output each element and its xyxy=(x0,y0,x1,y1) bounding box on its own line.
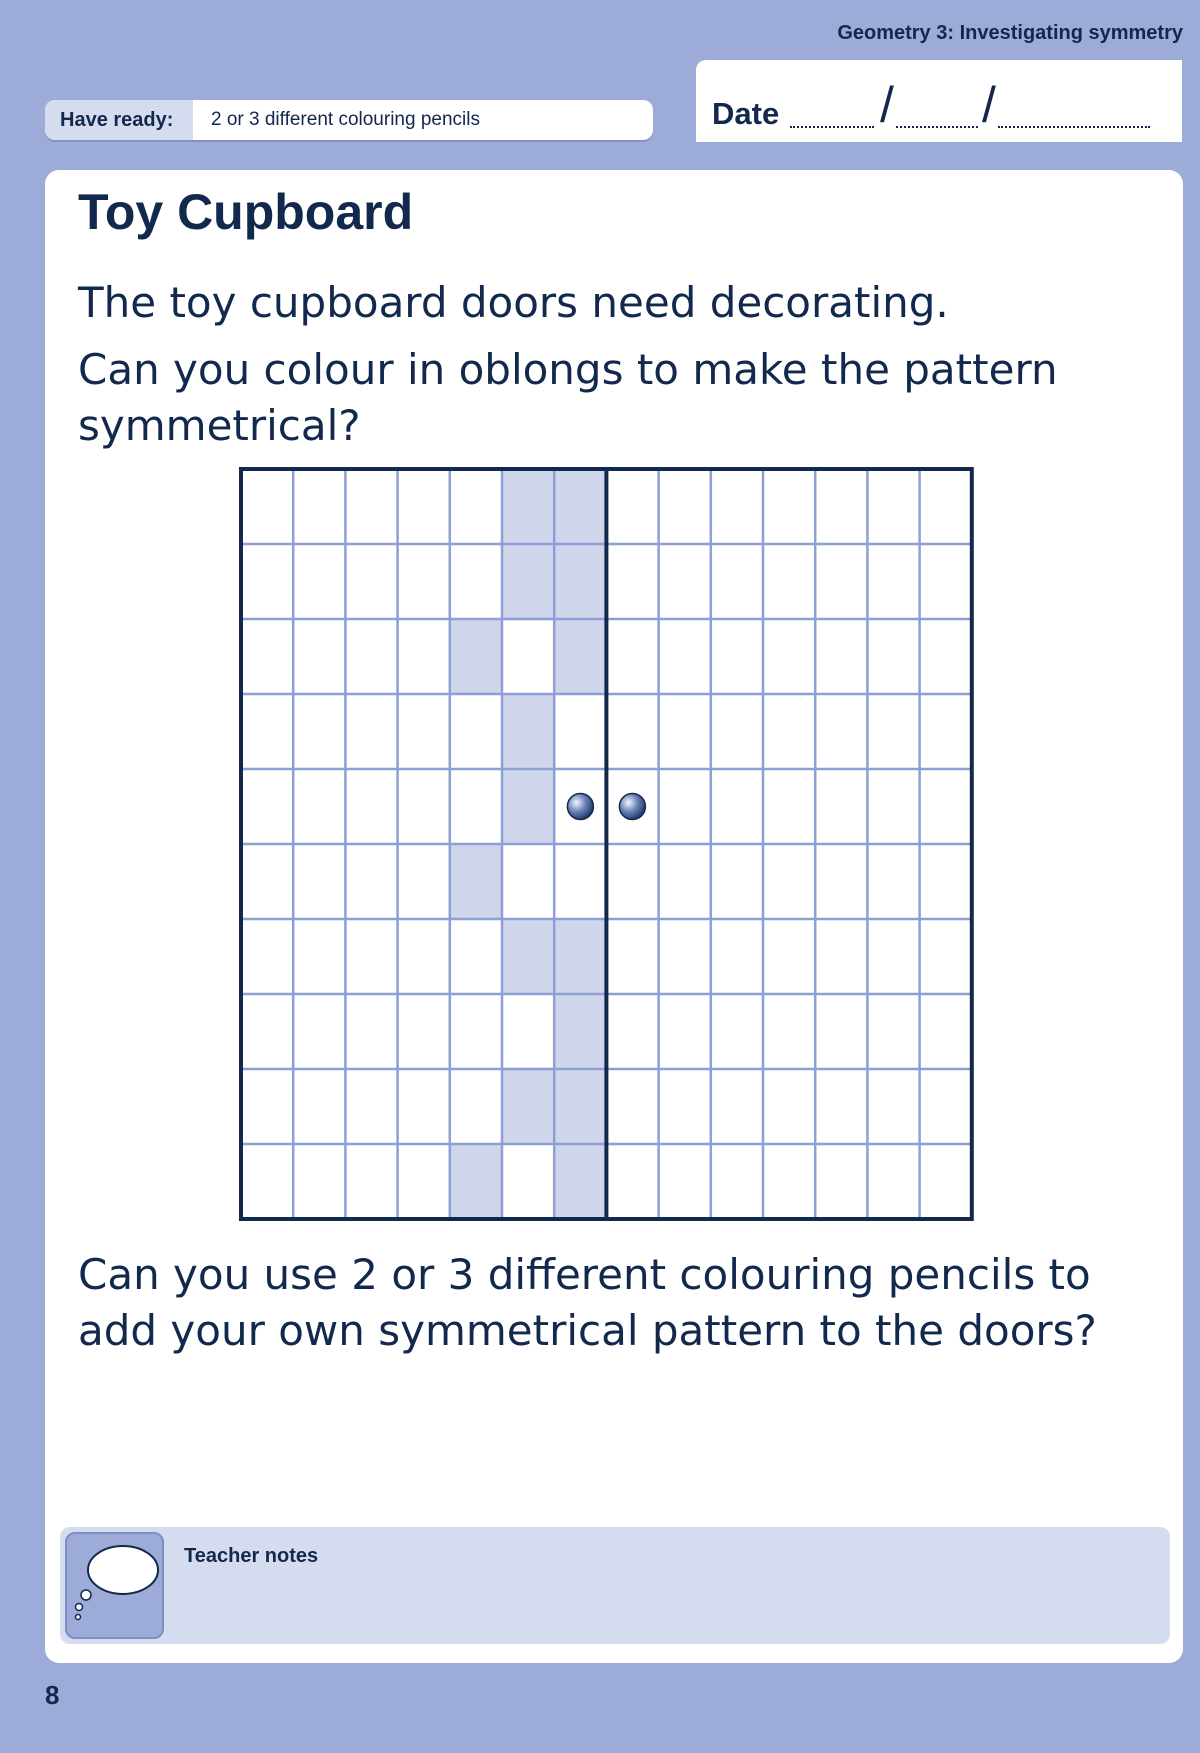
grid-cell[interactable] xyxy=(293,544,345,619)
date-day-line[interactable] xyxy=(790,126,874,128)
grid-cell[interactable] xyxy=(815,844,867,919)
grid-cell[interactable] xyxy=(920,919,972,994)
grid-cell[interactable] xyxy=(398,994,450,1069)
grid-cell[interactable] xyxy=(763,544,815,619)
grid-cell[interactable] xyxy=(659,919,711,994)
grid-cell[interactable] xyxy=(711,619,763,694)
shaded-cell[interactable] xyxy=(502,769,554,844)
grid-cell[interactable] xyxy=(815,769,867,844)
grid-cell[interactable] xyxy=(920,619,972,694)
grid-cell[interactable] xyxy=(711,469,763,544)
grid-cell[interactable] xyxy=(763,844,815,919)
grid-cell[interactable] xyxy=(606,469,658,544)
grid-cell[interactable] xyxy=(345,544,397,619)
shaded-cell[interactable] xyxy=(450,1144,502,1219)
grid-cell[interactable] xyxy=(345,469,397,544)
grid-cell[interactable] xyxy=(867,769,919,844)
grid-cell[interactable] xyxy=(659,544,711,619)
grid-cell[interactable] xyxy=(659,844,711,919)
grid-cell[interactable] xyxy=(763,994,815,1069)
grid-cell[interactable] xyxy=(763,469,815,544)
grid-cell[interactable] xyxy=(920,1069,972,1144)
grid-cell[interactable] xyxy=(659,469,711,544)
grid-cell[interactable] xyxy=(763,919,815,994)
grid-cell[interactable] xyxy=(920,1144,972,1219)
grid-cell[interactable] xyxy=(502,619,554,694)
date-label: Date xyxy=(712,96,780,131)
grid-cell[interactable] xyxy=(554,844,606,919)
shaded-cell[interactable] xyxy=(450,844,502,919)
grid-cell[interactable] xyxy=(293,844,345,919)
worksheet-title: Toy Cupboard xyxy=(78,184,414,240)
date-separator: / xyxy=(880,77,894,133)
grid-cell[interactable] xyxy=(606,844,658,919)
left-door-knob-icon xyxy=(567,794,593,820)
shaded-cell[interactable] xyxy=(554,994,606,1069)
grid-cell[interactable] xyxy=(398,919,450,994)
section-title: Geometry 3: Investigating symmetry xyxy=(837,22,1183,44)
grid-cell[interactable] xyxy=(606,1144,658,1219)
grid-cell[interactable] xyxy=(815,619,867,694)
grid-cell[interactable] xyxy=(554,694,606,769)
shaded-cell[interactable] xyxy=(502,469,554,544)
teacher-notes-bar xyxy=(60,1527,1170,1644)
grid-cell[interactable] xyxy=(763,1069,815,1144)
grid-cell[interactable] xyxy=(815,1144,867,1219)
grid-cell[interactable] xyxy=(450,919,502,994)
grid-cell[interactable] xyxy=(815,994,867,1069)
grid-cell[interactable] xyxy=(815,919,867,994)
shaded-cell[interactable] xyxy=(554,1144,606,1219)
grid-cell[interactable] xyxy=(398,769,450,844)
right-door-knob-icon xyxy=(619,794,645,820)
cupboard-doors-grid xyxy=(238,466,974,1222)
grid-cell[interactable] xyxy=(293,1069,345,1144)
grid-cell[interactable] xyxy=(345,619,397,694)
grid-cell[interactable] xyxy=(659,694,711,769)
grid-cell[interactable] xyxy=(241,469,293,544)
grid-cell[interactable] xyxy=(711,769,763,844)
grid-cell[interactable] xyxy=(763,769,815,844)
grid-cell[interactable] xyxy=(345,1144,397,1219)
shaded-cell[interactable] xyxy=(502,919,554,994)
grid-cell[interactable] xyxy=(450,994,502,1069)
date-box xyxy=(696,60,1182,142)
grid-cell[interactable] xyxy=(502,994,554,1069)
grid-cell[interactable] xyxy=(815,1069,867,1144)
grid-cell[interactable] xyxy=(398,694,450,769)
grid-cell[interactable] xyxy=(241,994,293,1069)
grid-cell[interactable] xyxy=(398,1069,450,1144)
grid-cell[interactable] xyxy=(293,694,345,769)
grid-cell[interactable] xyxy=(920,544,972,619)
intro-line-1: The toy cupboard doors need decorating. xyxy=(78,278,949,327)
shaded-cell[interactable] xyxy=(554,469,606,544)
grid-cell[interactable] xyxy=(606,919,658,994)
grid-cell[interactable] xyxy=(867,469,919,544)
have-ready-box xyxy=(45,100,653,140)
grid-cell[interactable] xyxy=(867,544,919,619)
grid-cell[interactable] xyxy=(920,994,972,1069)
shaded-cell[interactable] xyxy=(502,544,554,619)
grid-cell[interactable] xyxy=(763,1144,815,1219)
grid-cell[interactable] xyxy=(815,469,867,544)
grid-cell[interactable] xyxy=(867,994,919,1069)
grid-cell[interactable] xyxy=(241,919,293,994)
grid-cell[interactable] xyxy=(293,469,345,544)
have-ready-label: Have ready: xyxy=(45,100,193,140)
grid-cell[interactable] xyxy=(920,769,972,844)
grid-cell[interactable] xyxy=(920,694,972,769)
grid-cell[interactable] xyxy=(241,1144,293,1219)
grid-cell[interactable] xyxy=(711,919,763,994)
shaded-cell[interactable] xyxy=(554,919,606,994)
grid-cell[interactable] xyxy=(711,844,763,919)
shaded-cell[interactable] xyxy=(554,619,606,694)
date-separator: / xyxy=(982,77,996,133)
grid-cell[interactable] xyxy=(867,619,919,694)
grid-cell[interactable] xyxy=(345,1069,397,1144)
shaded-cell[interactable] xyxy=(502,1069,554,1144)
grid-cell[interactable] xyxy=(867,1144,919,1219)
grid-cell[interactable] xyxy=(345,769,397,844)
grid-cell[interactable] xyxy=(659,1069,711,1144)
grid-cell[interactable] xyxy=(398,844,450,919)
grid-cell[interactable] xyxy=(398,544,450,619)
thought-bubble-icon xyxy=(65,1532,164,1639)
grid-cell[interactable] xyxy=(293,619,345,694)
grid-cell[interactable] xyxy=(398,619,450,694)
grid-cell[interactable] xyxy=(711,694,763,769)
grid-cell[interactable] xyxy=(815,694,867,769)
grid-cell[interactable] xyxy=(867,844,919,919)
grid-cell[interactable] xyxy=(450,694,502,769)
grid-cell[interactable] xyxy=(293,919,345,994)
grid-cell[interactable] xyxy=(241,619,293,694)
grid-cell[interactable] xyxy=(659,1144,711,1219)
grid-cell[interactable] xyxy=(606,1069,658,1144)
date-month-line[interactable] xyxy=(896,126,978,128)
grid-cell[interactable] xyxy=(450,769,502,844)
grid-cell[interactable] xyxy=(345,994,397,1069)
grid-cell[interactable] xyxy=(345,694,397,769)
grid-cell[interactable] xyxy=(711,1144,763,1219)
grid-cell[interactable] xyxy=(241,544,293,619)
grid-cell[interactable] xyxy=(241,769,293,844)
grid-cell[interactable] xyxy=(398,1144,450,1219)
grid-cell[interactable] xyxy=(920,469,972,544)
shaded-cell[interactable] xyxy=(450,619,502,694)
grid-cell[interactable] xyxy=(502,1144,554,1219)
grid-cell[interactable] xyxy=(867,919,919,994)
grid-cell[interactable] xyxy=(241,1069,293,1144)
date-year-line[interactable] xyxy=(998,126,1150,128)
grid-cell[interactable] xyxy=(606,544,658,619)
grid-cell[interactable] xyxy=(867,694,919,769)
grid-cell[interactable] xyxy=(815,544,867,619)
grid-cell[interactable] xyxy=(659,994,711,1069)
grid-cell[interactable] xyxy=(763,694,815,769)
grid-cell[interactable] xyxy=(606,619,658,694)
grid-cell[interactable] xyxy=(450,1069,502,1144)
have-ready-value: 2 or 3 different colouring pencils xyxy=(211,109,480,130)
grid-cell[interactable] xyxy=(345,919,397,994)
page-number: 8 xyxy=(45,1680,60,1710)
grid-cell[interactable] xyxy=(867,1069,919,1144)
grid-cell[interactable] xyxy=(606,994,658,1069)
grid-cell[interactable] xyxy=(398,469,450,544)
grid-cell[interactable] xyxy=(293,1144,345,1219)
grid-cell[interactable] xyxy=(606,694,658,769)
grid-cell[interactable] xyxy=(711,1069,763,1144)
grid-cell[interactable] xyxy=(450,469,502,544)
grid-cell[interactable] xyxy=(502,844,554,919)
shaded-cell[interactable] xyxy=(554,1069,606,1144)
grid-cell[interactable] xyxy=(293,994,345,1069)
intro-line-2: Can you colour in oblongs to make the pattern symmetrical? xyxy=(78,345,1058,450)
task-instruction: Can you use 2 or 3 different colouring pencils to add your own symmetrical pattern to the doors? xyxy=(78,1250,1097,1355)
grid-cell[interactable] xyxy=(920,844,972,919)
grid-cell[interactable] xyxy=(241,694,293,769)
grid-cell[interactable] xyxy=(659,769,711,844)
grid-cell[interactable] xyxy=(450,544,502,619)
grid-cell[interactable] xyxy=(659,619,711,694)
teacher-notes-label: Teacher notes xyxy=(184,1545,319,1567)
shaded-cell[interactable] xyxy=(502,694,554,769)
grid-cell[interactable] xyxy=(711,544,763,619)
grid-cell[interactable] xyxy=(241,844,293,919)
grid-cell[interactable] xyxy=(711,994,763,1069)
grid-cell[interactable] xyxy=(293,769,345,844)
grid-cell[interactable] xyxy=(763,619,815,694)
shaded-cell[interactable] xyxy=(554,544,606,619)
grid-cell[interactable] xyxy=(345,844,397,919)
